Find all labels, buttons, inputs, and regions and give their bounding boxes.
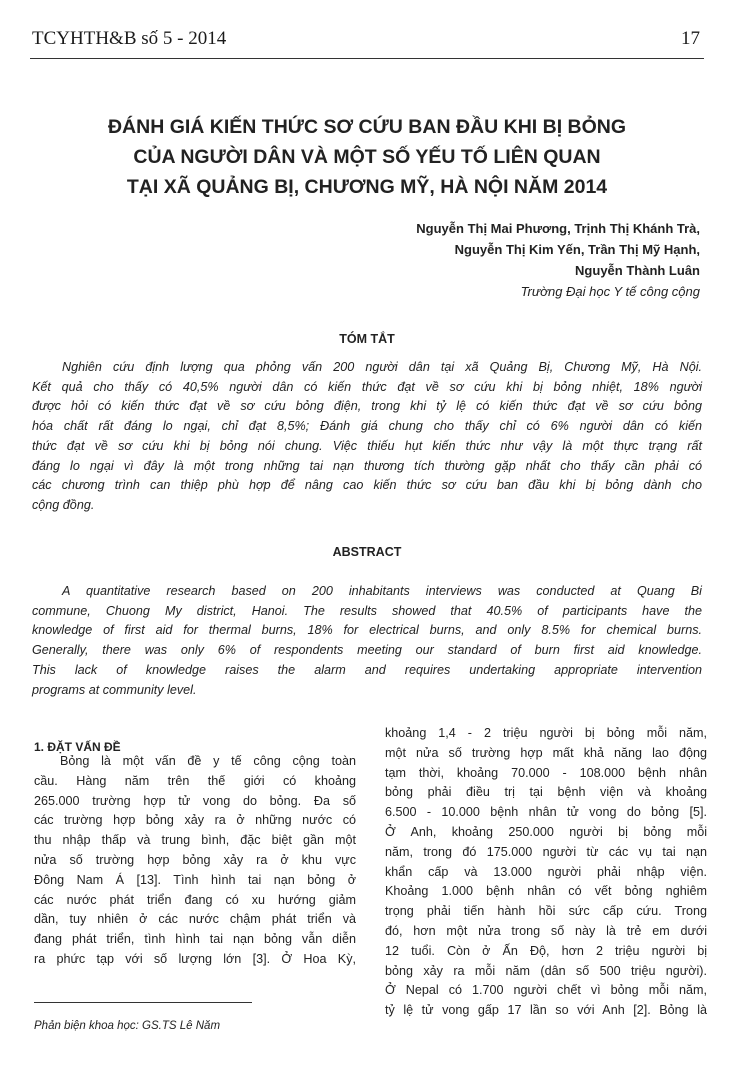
body-line: ra phức tạp với số lượng lớn [3]. Ở Hoa Kỳ, [34,951,356,966]
title-line: TẠI XÃ QUẢNG BỊ, CHƯƠNG MỸ, HÀ NỘI NĂM 2014 [126,176,608,198]
body-line: 6.500 - 10.000 bệnh nhân tử vong do bỏng [5]. [385,805,707,820]
summary-vi-line: Nghiên cứu định lượng qua phỏng vấn 200 người dân tại xã Quảng Bị, Chương Mỹ, Hà Nội. [62,360,702,374]
body-line: tạm thời, khoảng 70.000 - 108.000 bệnh nhân [385,765,707,780]
abstract-en-line: knowledge of first aid for thermal burns, 18% for electrical burns, and only 8.5% for chemical burns. [32,623,702,638]
body-line: năm, trong đó 175.000 người từ các vụ tai nạn [385,844,707,859]
body-line: 265.000 trường hợp tử vong do bỏng. Đa số [34,793,356,808]
abstract-en-text [32,582,702,700]
summary-vi-line: cộng đồng. [32,497,95,512]
body-line: nửa số trường hợp bỏng xảy ra ở khu vực [34,852,356,867]
summary-vi-line: hóa chất rất đáng lo ngại, chỉ đạt 8,5%; Đánh giá chung cho thấy chỉ có 6% người dân có kiến [32,419,702,434]
title-line: ĐÁNH GIÁ KIẾN THỨC SƠ CỨU BAN ĐẦU KHI BỊ BỎNG [107,116,627,138]
author-line: Nguyễn Thành Luân [575,263,700,278]
author-block [416,218,700,302]
author-line: Nguyễn Thị Mai Phương, Trịnh Thị Khánh Trà, [416,221,700,236]
body-line: bỏng phải điều trị tại bệnh viện và khoảng [385,785,707,800]
header-divider [30,58,704,59]
body-line: Ở Nepal có 1.700 người chết vì bỏng mỗi năm, [385,983,707,998]
abstract-en-line: A quantitative research based on 200 inhabitants interviews was conducted at Quang Bi [62,584,702,598]
body-line: một nửa số trường hợp mất khả năng lao động [385,745,707,760]
summary-vi-line: Kết quả cho thấy có 40,5% người dân có kiến thức đạt về sơ cứu khi bị bỏng nhiệt, 18% người [32,379,702,394]
abstract-en-line: commune, Chuong My district, Hanoi. The results showed that 40.5% of participants have the [32,603,702,618]
body-line: Bỏng là một vấn đề y tế công cộng toàn [60,754,356,768]
summary-vi-line: được hỏi có kiến thức đạt về sơ cứu bỏng điện, trong khi tỷ lệ có kiến thức đạt về sơ cứu bỏng [32,399,702,414]
body-line: Khoảng 1.000 bệnh nhân có vết bỏng nghiêm [385,884,707,899]
summary-vi-line: đáng lo ngại vì đây là một trong những tai nạn thương tích thường gặp nhất cho thấy cần phải có [32,458,702,473]
page-number: 17 [681,28,700,49]
title-line: CỦA NGƯỜI DÂN VÀ MỘT SỐ YẾU TỐ LIÊN QUAN [133,146,601,168]
body-line: cầu. Hàng năm trên thế giới có khoảng [34,773,356,788]
abstract-en-line: This lack of knowledge raises the alarm and requires undertaking appropriate intervention [32,662,702,677]
body-line: tỷ lệ tử vong gấp 17 lần so với Anh [2]. Bỏng là [385,1003,707,1018]
body-line: các trường hợp bỏng xảy ra ở những nước có [34,813,356,828]
footnote-divider [34,1002,252,1003]
summary-vi-text [32,358,702,516]
body-line: khoảng 1,4 - 2 triệu người bị bỏng mỗi năm, [385,726,707,740]
author-line: Nguyễn Thị Kim Yến, Trần Thị Mỹ Hạnh, [454,242,700,257]
running-header [30,28,704,56]
journal-issue: TCYHTH&B số 5 - 2014 [32,28,227,49]
body-line: trọng phải tiến hành hồi sức cấp cứu. Trong [385,904,707,919]
body-line: Ở Anh, khoảng 250.000 người bị bỏng mỗi [385,824,707,839]
body-line: đó, hơn một nửa trong số này là trẻ em dưới [385,923,707,938]
body-column-right [385,724,707,1021]
body-line: khẩn cấp và 13.000 người phải nhập viện. [385,864,707,879]
abstract-en-line: programs at community level. [32,682,197,697]
abstract-en-heading: ABSTRACT [332,545,402,559]
body-line: dần, tuy nhiên ở các nước chậm phát triển và [34,912,356,927]
body-line: đang phát triển, tình hình tai nạn bỏng vẫn diễn [34,932,356,947]
article-title [60,112,674,202]
body-column-left [34,752,356,970]
body-line: thu nhập thấp và trung bình, đặc biệt gần một [34,833,356,848]
body-line: bỏng xảy ra mỗi năm (dân số 500 triệu người). [385,963,707,978]
body-line: các nước phát triển đang có xu hướng giảm [34,892,356,907]
body-line: Đông Nam Á [13]. Tình hình tai nạn bỏng ở [34,872,356,887]
section-title: 1. ĐẶT VẤN ĐỀ [34,740,121,754]
summary-vi-heading: TÓM TẮT [339,332,395,346]
footnote-reviewer: Phản biện khoa học: GS.TS Lê Năm [34,1020,221,1032]
summary-vi-line: thức đạt về sơ cứu khi bị bỏng nói chung. Việc thiếu hụt kiến thức như vậy là một thực trạng rất [32,438,702,453]
abstract-en-line: Generally, there was only 6% of respondents meeting our standard of burn first aid knowledge. [32,643,702,658]
author-affiliation: Trường Đại học Y tế công cộng [520,284,700,299]
body-line: 12 tuổi. Còn ở Ấn Độ, hơn 2 triệu người bị [385,943,707,958]
summary-vi-line: các chương trình can thiệp phù hợp để nâng cao kiến thức sơ cứu ban đầu khi bị bỏng dành cho [32,478,702,493]
